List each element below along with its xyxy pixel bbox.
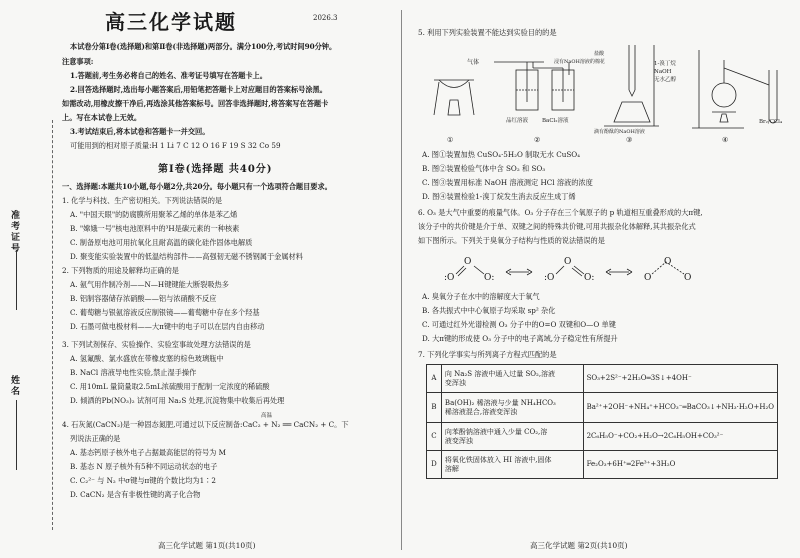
figure-label: ④ <box>722 135 729 144</box>
figure-text: 无水乙醇 <box>654 77 677 83</box>
option: C. 葡萄糖与银氨溶液反应制银镜——葡萄糖中存在多个羟基 <box>70 308 260 317</box>
atomic-masses: 可能用到的相对原子质量:H 1 Li 7 C 12 O 16 F 19 S 32 Co 59 <box>70 141 281 150</box>
question-stem: 3. 下列试剂保存、实验操作、实验室事故处理方法错误的是 <box>62 340 251 349</box>
question-stem: 如下图所示。下列关于臭氧分子结构与性质的说法错误的是 <box>418 236 605 245</box>
figure-label: ③ <box>626 135 633 144</box>
notice-line: 2.回答选择题时,选出每小题答案后,用铅笔把答题卡上对应题目的答案标号涂黑。 <box>70 85 327 94</box>
page-footer: 高三化学试题 第2页(共10页) <box>530 541 628 550</box>
side-label-name: 姓名 <box>9 375 19 397</box>
figure-text: 滴有酚酞的NaOH溶液 <box>594 129 645 135</box>
svg-text:O: O <box>664 257 672 267</box>
option: B. 基态 N 原子核外有5种不同运动状态的电子 <box>70 462 218 471</box>
figure-text: 浸有NaOH溶液的棉花 <box>554 59 605 65</box>
table-cell-equation: Fe₂O₃+6H⁺═2Fe³⁺+3H₂O <box>583 451 777 479</box>
option: C. C₂²⁻ 与 N₂ 中σ键与π键的个数比均为1∶2 <box>70 476 216 485</box>
table-row <box>427 393 778 423</box>
figure-label: ① <box>447 135 454 144</box>
svg-text:O: O <box>464 257 472 267</box>
figure-text: Br₂/CCl₄ <box>759 119 783 125</box>
candidate-no-line <box>16 250 17 310</box>
page-footer: 高三化学试题 第1页(共10页) <box>158 541 256 550</box>
option: C. 图③装置用标准 NaOH 溶液测定 HCl 溶液的浓度 <box>422 178 593 187</box>
exam-page-2 <box>404 0 800 558</box>
section1-instruction: 一、选择题:本题共10小题,每小题2分,共20分。每小题只有一个选项符合题目要求。 <box>62 182 332 191</box>
option: A. 臭氧分子在水中的溶解度大于氧气 <box>422 292 540 301</box>
table-cell-equation: 2C₆H₅O⁻+CO₂+H₂O→2C₆H₅OH+CO₃²⁻ <box>583 423 777 451</box>
svg-text:O: O <box>644 273 652 283</box>
notice-title: 注意事项: <box>62 57 94 66</box>
table-row <box>427 451 778 479</box>
row-tag: C <box>427 423 442 451</box>
option: A. 氢氟酸、氯水盛放在带橡皮塞的棕色玻璃瓶中 <box>70 354 224 363</box>
resonance-structures <box>434 250 774 290</box>
page-title: 高三化学试题 <box>105 10 237 34</box>
option: C. 用10mL 量筒量取2.5mL浓硫酸用于配制一定浓度的稀硫酸 <box>70 382 270 391</box>
name-line <box>16 400 17 470</box>
table-cell-equation: SO₃+2S²⁻+2H₂O═3S↓+4OH⁻ <box>583 365 777 393</box>
option: D. 倾洒的Pb(NO₃)₂ 试剂可用 Na₂S 处理,沉淀物集中收集后再处理 <box>70 396 285 405</box>
option: A. 图①装置加热 CuSO₄·5H₂O 制取无水 CuSO₄ <box>422 150 581 159</box>
notice-line: 3.考试结束后,将本试卷和答题卡一并交回。 <box>70 127 210 136</box>
option: B. "嫦娥一号"核电池原料中的³H是碳元素的一种核素 <box>70 224 240 233</box>
figure-text: 气体 <box>467 59 480 66</box>
svg-text::O: :O <box>544 273 555 283</box>
option: A. "中国天眼"的防腐膜所用聚苯乙烯的单体是苯乙烯 <box>70 210 238 219</box>
row-tag: A <box>427 365 442 393</box>
figure-label: ② <box>534 135 541 144</box>
notice-line: 1.答题前,考生务必将自己的姓名、准考证号填写在答题卡上。 <box>70 71 267 80</box>
question-stem: 1. 化学与科技、生产密切相关。下列说法错误的是 <box>62 196 223 205</box>
option: A. 氨气用作制冷剂——N—H键键能大断裂吸热多 <box>70 280 229 289</box>
exam-date: 2026.3 <box>313 14 338 22</box>
table-cell-equation: Ba²⁺+2OH⁻+NH₄⁺+HCO₃⁻═BaCO₃↓+NH₃·H₂O+H₂O <box>583 393 777 423</box>
seal-line <box>52 120 53 530</box>
figure-text: 1-溴丁烷 <box>654 61 676 67</box>
row-tag: B <box>427 393 442 423</box>
option: B. 各共振式中中心氧原子均采取 sp² 杂化 <box>422 306 556 315</box>
condition-label: 高温 <box>261 413 273 419</box>
notice-line: 如需改动,用橡皮擦干净后,再选涂其他答案标号。回答非选择题时,将答案写在答题卡 <box>62 99 329 108</box>
table-row <box>427 365 778 393</box>
table-cell-fact: 向苯酚钠溶液中通入少量 CO₂,溶 液变浑浊 <box>441 423 583 451</box>
row-tag: D <box>427 451 442 479</box>
question-stem: 2. 下列物质的用途及解释均正确的是 <box>62 266 179 275</box>
part1-title: 第Ⅰ卷(选择题 共40分) <box>158 164 273 175</box>
option: B. 铝制容器储存浓硝酸——铝与浓硝酸不反应 <box>70 294 217 303</box>
svg-text:O: O <box>684 273 692 283</box>
option: C. 可通过红外光谱检测 O₃ 分子中的O=O 双键和O—O 单键 <box>422 320 616 329</box>
question-stem: 该分子中的共价键是介于单、双键之间的特殊共价键,可用共振杂化体解释,其共振杂化式 <box>418 222 696 231</box>
option: C. 制备原电池可用抗氧化且耐高温的碳化硅作固体电解质 <box>70 238 253 247</box>
table-cell-fact: Ba(OH)₂ 稀溶液与少量 NH₄HCO₃ 稀溶液混合,溶液变浑浊 <box>441 393 583 423</box>
option: D. CaCN₂ 是含有非极性键的离子化合物 <box>70 490 201 499</box>
table-cell-fact: 向 Na₂S 溶液中通入过量 SO₂,溶液 变浑浊 <box>441 365 583 393</box>
question-stem: 4. 石灰氮(CaCN₂)是一种固态氮肥,可通过以下反应制备:CaC₂ + N₂ ══ CaCN₂ + C。下 <box>62 420 349 429</box>
answer-table <box>426 364 778 479</box>
question-stem: 列说法正确的是 <box>70 434 121 443</box>
figure-text: BaCl₂溶液 <box>542 118 569 124</box>
figure-text: 品红溶液 <box>506 118 529 124</box>
option: D. 图④装置检验1-溴丁烷发生消去反应生成丁烯 <box>422 192 576 201</box>
figure-text: 盐酸 <box>594 51 605 57</box>
page-divider <box>401 10 402 550</box>
side-label-candidate-no: 准考证号 <box>9 210 19 254</box>
svg-text:O: O <box>564 257 572 267</box>
table-cell-fact: 将氧化铁固体放入 HI 溶液中,固体 溶解 <box>441 451 583 479</box>
question-stem: 5. 利用下列实验装置不能达到实验目的的是 <box>418 28 557 37</box>
option: B. 图②装置检验气体中含 SO₂ 和 SO₃ <box>422 164 546 173</box>
option: D. 石墨可做电极材料——大π键中的电子可以在层内自由移动 <box>70 322 265 331</box>
svg-text::O: :O <box>444 273 455 283</box>
figure-text: NaOH <box>654 69 672 75</box>
question-stem: 7. 下列化学事实与所列离子方程式匹配的是 <box>418 350 557 359</box>
svg-text:O:: O: <box>484 273 495 283</box>
question-stem: 6. O₃ 是大气中重要的痕量气体。O₃ 分子存在三个氧原子的 p 轨道相互重叠形成的大π键, <box>418 208 703 217</box>
svg-text:O:: O: <box>584 273 595 283</box>
option: D. 聚变能实验装置中的低温结构部件——高强韧无磁不锈钢属于金属材料 <box>70 252 303 261</box>
table-row <box>427 423 778 451</box>
option: B. NaCl 溶液导电性实验,禁止湿手操作 <box>70 368 197 377</box>
option: A. 基态钙原子核外电子占据最高能层的符号为 M <box>70 448 226 457</box>
option: D. 大π键的形成使 O₃ 分子中的电子离域,分子稳定性有所提升 <box>422 334 618 343</box>
notice-line: 上。写在本试卷上无效。 <box>62 113 142 122</box>
intro-text: 本试卷分第Ⅰ卷(选择题)和第Ⅱ卷(非选择题)两部分。满分100分,考试时间90分钟。 <box>70 42 337 51</box>
